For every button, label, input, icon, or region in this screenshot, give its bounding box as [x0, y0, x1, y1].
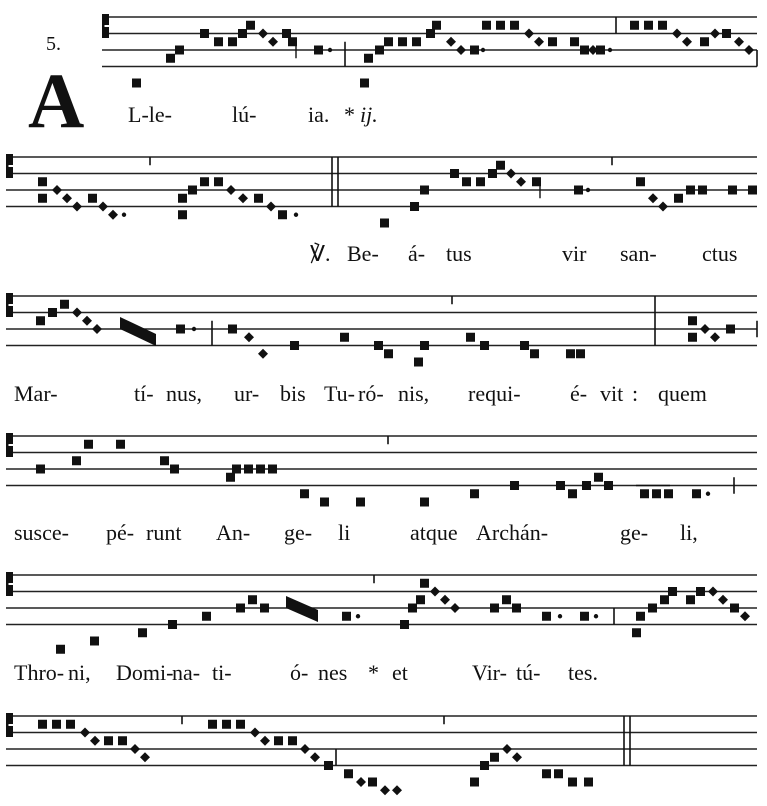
neume-note: [728, 186, 737, 195]
neume-note: [160, 456, 169, 465]
syllable: ge-: [620, 520, 649, 545]
neume-note: [52, 720, 61, 729]
neume-note: [178, 194, 187, 203]
neume-note: [488, 169, 497, 178]
neume-note: [726, 325, 735, 334]
syllable: ni,: [68, 660, 91, 685]
c-clef-icon: [6, 572, 9, 596]
neume-note: [410, 202, 419, 211]
chant-number: 5.: [46, 33, 61, 55]
neume-note: [466, 333, 475, 342]
neume-rhombus: [708, 587, 718, 597]
neume-note: [176, 325, 185, 334]
neume-rhombus: [92, 324, 102, 334]
syllable: san-: [620, 241, 657, 266]
neume-rhombus: [300, 744, 310, 754]
syllable: quem: [658, 381, 707, 406]
neume-note: [256, 465, 265, 474]
neume-note: [384, 37, 393, 46]
neume-note: [490, 753, 499, 762]
neume-rhombus: [456, 45, 466, 55]
syllable: lú-: [232, 102, 257, 127]
neume-rhombus: [516, 177, 526, 187]
syllable: et: [392, 660, 408, 685]
neume-rhombus: [90, 736, 100, 746]
syllable: Vir-: [472, 660, 507, 685]
neume-note: [556, 481, 565, 490]
neume-note: [520, 341, 529, 350]
neume-note: [238, 29, 247, 38]
neume-note: [178, 210, 187, 219]
syllable: Domi-: [116, 660, 174, 685]
neume-note: [278, 210, 287, 219]
neume-note: [576, 349, 585, 358]
neume-note: [342, 612, 351, 621]
mora-dot: [594, 614, 598, 618]
neume-note: [202, 612, 211, 621]
neume-rhombus: [658, 202, 668, 212]
neume-rhombus: [356, 777, 366, 787]
neume-note: [314, 46, 323, 55]
neume-note: [568, 489, 577, 498]
neume-note: [412, 37, 421, 46]
neume-rhombus: [260, 736, 270, 746]
syllable: requi-: [468, 381, 521, 406]
neume-note: [228, 325, 237, 334]
syllable: ur-: [234, 381, 260, 406]
neume-note: [476, 177, 485, 186]
neume-note: [632, 628, 641, 637]
neume-note: [364, 54, 373, 63]
neume-rhombus: [108, 210, 118, 220]
neume-note: [200, 29, 209, 38]
mora-dot: [328, 48, 332, 52]
neume-rhombus: [430, 587, 440, 597]
neume-ligature: [120, 317, 156, 346]
neume-note: [648, 604, 657, 613]
neume-rhombus: [506, 169, 516, 179]
neume-note: [200, 177, 209, 186]
syllable: *: [344, 102, 355, 127]
mora-dot: [608, 48, 612, 52]
neume-note: [48, 308, 57, 317]
neume-note: [470, 46, 479, 55]
neume-rhombus: [140, 752, 150, 762]
neume-note: [360, 79, 369, 88]
neume-note: [232, 465, 241, 474]
neume-note: [400, 620, 409, 629]
neume-note: [282, 29, 291, 38]
neume-note: [582, 481, 591, 490]
syllable: é-: [570, 381, 588, 406]
neume-note: [380, 219, 389, 228]
neume-rhombus: [98, 202, 108, 212]
neume-note: [450, 169, 459, 178]
c-clef-icon: [6, 433, 9, 457]
neume-rhombus: [710, 332, 720, 342]
neume-note: [470, 489, 479, 498]
neume-note: [384, 349, 393, 358]
syllable: bis: [280, 381, 306, 406]
neume-note: [228, 37, 237, 46]
neume-rhombus: [62, 193, 72, 203]
neume-note: [698, 186, 707, 195]
neume-note: [640, 489, 649, 498]
neume-note: [300, 489, 309, 498]
neume-rhombus: [524, 29, 534, 39]
neume-note: [688, 316, 697, 325]
neume-rhombus: [226, 185, 236, 195]
neume-note: [320, 498, 329, 507]
neume-note: [344, 769, 353, 778]
neume-note: [116, 440, 125, 449]
neume-note: [60, 300, 69, 309]
neume-note: [340, 333, 349, 342]
neume-note: [420, 498, 429, 507]
neume-note: [686, 595, 695, 604]
neume-rhombus: [310, 752, 320, 762]
neume-rhombus: [734, 37, 744, 47]
neume-rhombus: [648, 193, 658, 203]
neume-rhombus: [682, 37, 692, 47]
lyric-line-1: [0, 104, 767, 134]
neume-note: [104, 736, 113, 745]
syllable: nus,: [166, 381, 203, 406]
c-clef-icon: [6, 713, 9, 737]
syllable: ia.: [308, 102, 330, 127]
neume-note: [480, 341, 489, 350]
neume-rhombus: [672, 29, 682, 39]
neume-rhombus: [710, 29, 720, 39]
neume-note: [420, 341, 429, 350]
neume-rhombus: [740, 611, 750, 621]
syllable: An-: [216, 520, 251, 545]
syllable: nes: [318, 660, 348, 685]
neume-rhombus: [82, 316, 92, 326]
syllable: li,: [680, 520, 698, 545]
lyric-line-2: [0, 243, 767, 273]
neume-note: [38, 194, 47, 203]
neume-note: [548, 37, 557, 46]
neume-rhombus: [130, 744, 140, 754]
neume-note: [36, 316, 45, 325]
neume-note: [542, 769, 551, 778]
neume-note: [554, 769, 563, 778]
neume-note: [594, 473, 603, 482]
neume-note: [375, 46, 384, 55]
neume-note: [356, 498, 365, 507]
neume-note: [90, 637, 99, 646]
neume-note: [512, 604, 521, 613]
syllable: :: [632, 381, 639, 406]
syllable: tus: [446, 241, 472, 266]
neume-note: [568, 778, 577, 787]
syllable: Be-: [347, 241, 379, 266]
neume-note: [168, 620, 177, 629]
mora-dot: [122, 213, 126, 217]
neume-note: [630, 21, 639, 30]
syllable: Tu-: [324, 381, 355, 406]
neume-rhombus: [80, 728, 90, 738]
neume-note: [274, 736, 283, 745]
neume-note: [636, 177, 645, 186]
neume-note: [254, 194, 263, 203]
neume-rhombus: [744, 45, 754, 55]
neume-rhombus: [72, 202, 82, 212]
syllable: L-le-: [128, 102, 172, 127]
neume-note: [426, 29, 435, 38]
neume-note: [175, 46, 184, 55]
neume-note: [584, 778, 593, 787]
c-clef-icon: [6, 293, 9, 317]
neume-note: [748, 186, 757, 195]
neume-rhombus: [238, 193, 248, 203]
neume-note: [566, 349, 575, 358]
neume-rhombus: [52, 185, 62, 195]
mora-dot: [481, 48, 485, 52]
neume-note: [118, 736, 127, 745]
neume-note: [580, 46, 589, 55]
neume-note: [324, 761, 333, 770]
neume-note: [604, 481, 613, 490]
neume-note: [248, 595, 257, 604]
lyric-line-3: [0, 383, 767, 413]
neume-note: [416, 595, 425, 604]
mora-dot: [706, 492, 710, 496]
syllable: tú-: [516, 660, 541, 685]
neume-note: [462, 177, 471, 186]
syllable: ró-: [358, 381, 384, 406]
neume-note: [288, 736, 297, 745]
neume-note: [644, 21, 653, 30]
neume-note: [244, 465, 253, 474]
neume-note: [38, 720, 47, 729]
syllable: ó-: [290, 660, 309, 685]
neume-note: [660, 595, 669, 604]
syllable: pé-: [106, 520, 135, 545]
syllable: atque: [410, 520, 458, 545]
neume-note: [502, 595, 511, 604]
neume-rhombus: [266, 202, 276, 212]
neume-note: [480, 761, 489, 770]
neume-note: [56, 645, 65, 654]
syllable: runt: [146, 520, 182, 545]
syllable: tes.: [568, 660, 598, 685]
neume-note: [496, 21, 505, 30]
neume-note: [470, 778, 479, 787]
neume-note: [574, 186, 583, 195]
syllable: ij.: [360, 102, 378, 127]
neume-note: [688, 333, 697, 342]
syllable: susce-: [14, 520, 69, 545]
neume-note: [510, 481, 519, 490]
neume-note: [260, 604, 269, 613]
neume-rhombus: [440, 595, 450, 605]
neume-note: [368, 778, 377, 787]
neume-note: [542, 612, 551, 621]
neume-note: [66, 720, 75, 729]
neume-note: [692, 489, 701, 498]
neume-note: [268, 465, 277, 474]
neume-note: [132, 79, 141, 88]
mora-dot: [586, 188, 590, 192]
mora-dot: [294, 213, 298, 217]
c-clef-icon: [102, 14, 105, 38]
neume-note: [374, 341, 383, 350]
neume-rhombus: [72, 308, 82, 318]
neume-note: [730, 604, 739, 613]
initial-letter: A: [28, 57, 85, 144]
neume-note: [420, 186, 429, 195]
syllable: vit: [600, 381, 624, 406]
neume-note: [700, 37, 709, 46]
neume-rhombus: [250, 728, 260, 738]
mora-dot: [356, 614, 360, 618]
neume-rhombus: [244, 332, 254, 342]
neume-rhombus: [534, 37, 544, 47]
lyric-line-4: [0, 522, 767, 552]
syllable: li: [338, 520, 351, 545]
neume-note: [236, 720, 245, 729]
neume-note: [414, 358, 423, 367]
neume-note: [208, 720, 217, 729]
mora-dot: [192, 327, 196, 331]
neume-note: [722, 29, 731, 38]
syllable: Mar-: [14, 381, 58, 406]
neume-rhombus: [700, 324, 710, 334]
neume-ligature: [286, 596, 318, 622]
neume-rhombus: [450, 603, 460, 613]
neume-note: [408, 604, 417, 613]
neume-note: [668, 587, 677, 596]
syllable: na-: [172, 660, 201, 685]
neume-note: [398, 37, 407, 46]
c-clef-icon: [6, 154, 9, 178]
neume-note: [496, 161, 505, 170]
neume-rhombus: [258, 349, 268, 359]
syllable: nis,: [398, 381, 430, 406]
syllable: ℣.: [310, 241, 331, 266]
lyric-line-5: [0, 662, 767, 692]
neume-note: [510, 21, 519, 30]
neume-rhombus: [512, 752, 522, 762]
syllable: ti-: [212, 660, 232, 685]
neume-note: [166, 54, 175, 63]
neume-note: [214, 177, 223, 186]
neume-rhombus: [446, 37, 456, 47]
neume-note: [246, 21, 255, 30]
neume-note: [236, 604, 245, 613]
neume-note: [214, 37, 223, 46]
syllable: ge-: [284, 520, 313, 545]
neume-note: [290, 341, 299, 350]
neume-note: [222, 720, 231, 729]
neume-note: [696, 587, 705, 596]
neume-note: [596, 46, 605, 55]
syllable: á-: [408, 241, 426, 266]
neume-note: [420, 579, 429, 588]
neume-note: [226, 473, 235, 482]
neume-note: [664, 489, 673, 498]
neume-note: [188, 186, 197, 195]
neume-note: [432, 21, 441, 30]
neume-note: [636, 612, 645, 621]
neume-note: [38, 177, 47, 186]
neume-note: [490, 604, 499, 613]
neume-note: [170, 465, 179, 474]
neume-note: [72, 456, 81, 465]
neume-rhombus: [380, 785, 390, 795]
neume-note: [84, 440, 93, 449]
mora-dot: [558, 614, 562, 618]
neume-note: [36, 465, 45, 474]
neume-note: [674, 194, 683, 203]
syllable: Thro-: [14, 660, 65, 685]
neume-note: [658, 21, 667, 30]
syllable: *: [368, 660, 379, 685]
syllable: tí-: [134, 381, 154, 406]
neume-note: [570, 37, 579, 46]
syllable: vir: [562, 241, 587, 266]
neume-rhombus: [258, 29, 268, 39]
neume-note: [580, 612, 589, 621]
neume-rhombus: [268, 37, 278, 47]
syllable: Archán-: [476, 520, 549, 545]
neume-rhombus: [718, 595, 728, 605]
neume-note: [138, 628, 147, 637]
syllable: ctus: [702, 241, 738, 266]
neume-note: [530, 349, 539, 358]
neume-note: [652, 489, 661, 498]
neume-rhombus: [392, 785, 402, 795]
neume-note: [482, 21, 491, 30]
neume-note: [686, 186, 695, 195]
neume-note: [88, 194, 97, 203]
neume-rhombus: [502, 744, 512, 754]
